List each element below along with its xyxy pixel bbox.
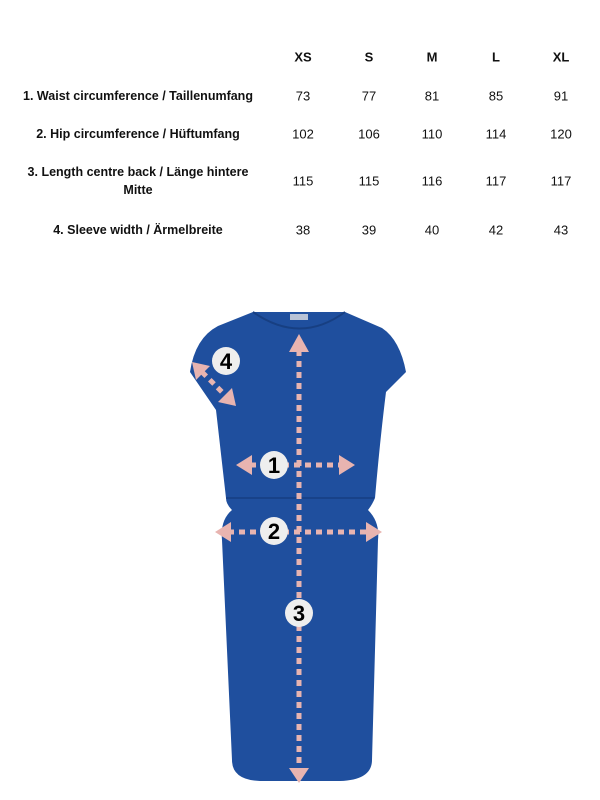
table-cell: 38	[295, 222, 311, 238]
size-header-l: L	[492, 49, 500, 65]
size-header-xs: XS	[294, 49, 312, 65]
table-cell: 110	[421, 126, 443, 142]
row-label: 3. Length centre back / Länge hintere Mitte	[27, 165, 249, 197]
row-label: 1. Waist circumference / Taillenumfang	[23, 89, 253, 103]
table-cell: 73	[295, 88, 311, 104]
table-cell: 117	[485, 173, 507, 189]
table-cell: 116	[421, 173, 443, 189]
dress-silhouette	[190, 312, 406, 781]
label-tag	[290, 314, 308, 320]
row-label: 4. Sleeve width / Ärmelbreite	[53, 223, 223, 237]
table-cell: 114	[485, 126, 507, 142]
table-cell: 39	[361, 222, 377, 238]
marker-2: 2	[267, 519, 281, 544]
table-cell: 120	[550, 126, 572, 142]
table-cell: 81	[424, 88, 440, 104]
table-cell: 77	[361, 88, 377, 104]
table-cell: 42	[488, 222, 504, 238]
table-cell: 115	[292, 173, 314, 189]
marker-3: 3	[292, 601, 306, 626]
table-cell: 85	[488, 88, 504, 104]
marker-4: 4	[219, 349, 233, 374]
row-label: 2. Hip circumference / Hüftumfang	[36, 127, 240, 141]
size-header-m: M	[426, 49, 438, 65]
table-cell: 115	[358, 173, 380, 189]
table-cell: 40	[424, 222, 440, 238]
table-cell: 91	[553, 88, 569, 104]
size-header-xl: XL	[552, 49, 570, 65]
size-header-s: S	[364, 49, 374, 65]
marker-1: 1	[267, 453, 281, 478]
table-cell: 106	[358, 126, 380, 142]
table-cell: 102	[292, 126, 314, 142]
table-cell: 43	[553, 222, 569, 238]
table-cell: 117	[550, 173, 572, 189]
